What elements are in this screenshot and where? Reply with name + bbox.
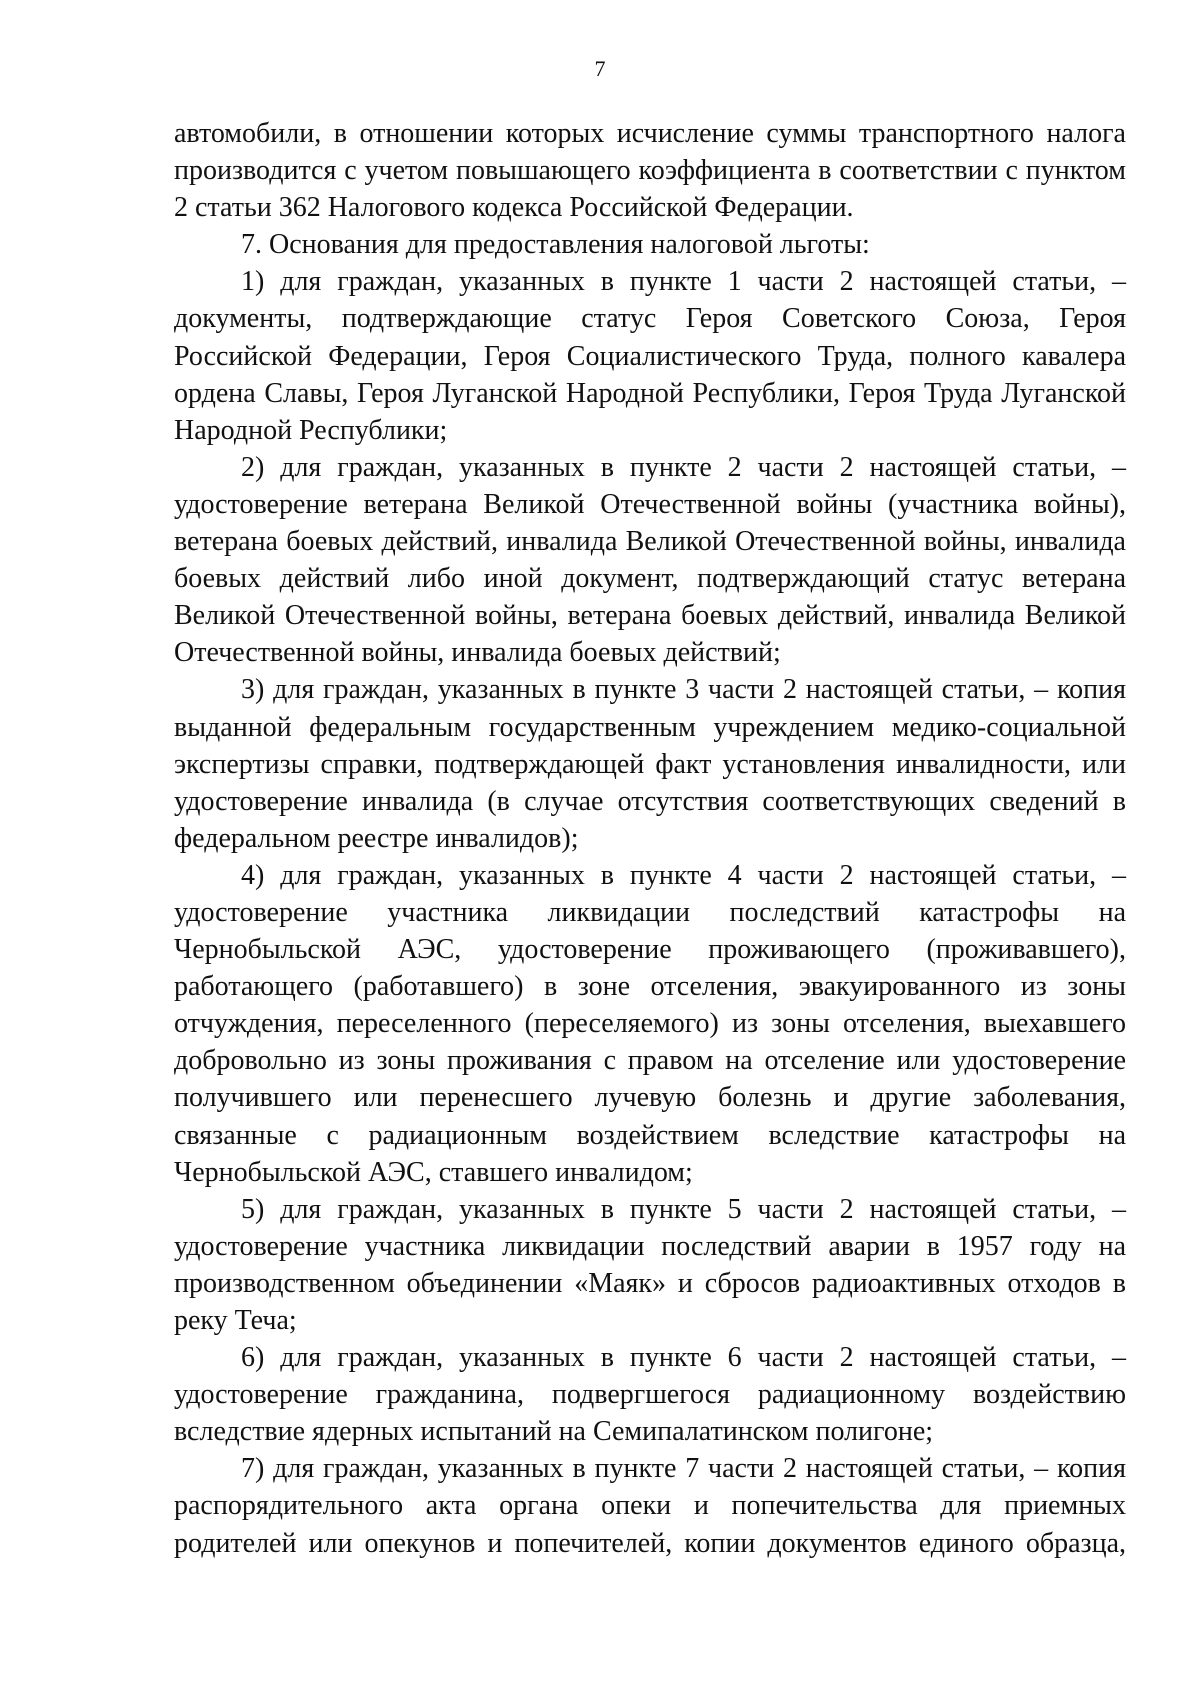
- paragraph-item-5: 5) для граждан, указанных в пункте 5 части 2 настоящей статьи, – удостоверение участника ликвидации последствий аварии в 1957 году на производственном объединении «Маяк» и сбросов радиоактивных отходов в реку Теча;: [174, 1193, 1126, 1336]
- paragraph-item-7: 7) для граждан, указанных в пункте 7 части 2 настоящей статьи, – копия распорядительного акта органа опеки и попечительства для приемных родителей или опекунов и попечителей, копии документов единого образца,: [174, 1453, 1126, 1559]
- paragraph-item-2: 2) для граждан, указанных в пункте 2 части 2 настоящей статьи, – удостоверение ветерана Великой Отечественной войны (участника войны), ветерана боевых действий, инвалида Великой Отечественной войны, инвалида боевых действий либо иной документ, подтверждающий статус ветерана Великой Отечественной войны, ветерана боевых действий, инвалида Великой Отечественной войны, инвалида боевых действий;: [174, 451, 1126, 669]
- page-number: 7: [594, 56, 606, 81]
- paragraph-item-6: 6) для граждан, указанных в пункте 6 части 2 настоящей статьи, – удостоверение гражданина, подвергшегося радиационному воздействию вследствие ядерных испытаний на Семипалатинском полигоне;: [174, 1342, 1126, 1448]
- paragraph-item-1: 1) для граждан, указанных в пункте 1 части 2 настоящей статьи, – документы, подтверждающие статус Героя Советского Союза, Героя Российской Федерации, Героя Социалистического Труда, полного кавалера ордена Славы, Героя Луганской Народной Республики, Героя Труда Луганской Народной Республики;: [174, 266, 1126, 446]
- document-body: [174, 115, 1126, 1562]
- paragraph-item-4: 4) для граждан, указанных в пункте 4 части 2 настоящей статьи, – удостоверение участника ликвидации последствий катастрофы на Чернобыльской АЭС, удостоверение проживающего (проживавшего), работающего (работавшего) в зоне отселения, эвакуированного из зоны отчуждения, переселенного (переселяемого) из зоны отселения, выехавшего добровольно из зоны проживания с правом на отселение или удостоверение получившего или перенесшего лучевую болезнь и другие заболевания, связанные с радиационным воздействием вследствие катастрофы на Чернобыльской АЭС, ставшего инвалидом;: [174, 859, 1126, 1188]
- paragraph-item-3: 3) для граждан, указанных в пункте 3 части 2 настоящей статьи, – копия выданной федеральным государственным учреждением медико-социальной экспертизы справки, подтверждающей факт установления инвалидности, или удостоверение инвалида (в случае отсутствия соответствующих сведений в федеральном реестре инвалидов);: [174, 674, 1126, 854]
- paragraph-continuation: автомобили, в отношении которых исчисление суммы транспортного налога производится с учетом повышающего коэффициента в соответствии с пунктом 2 статьи 362 Налогового кодекса Российской Федерации.: [174, 118, 1126, 224]
- paragraph-section-7-heading: 7. Основания для предоставления налоговой льготы:: [241, 229, 870, 261]
